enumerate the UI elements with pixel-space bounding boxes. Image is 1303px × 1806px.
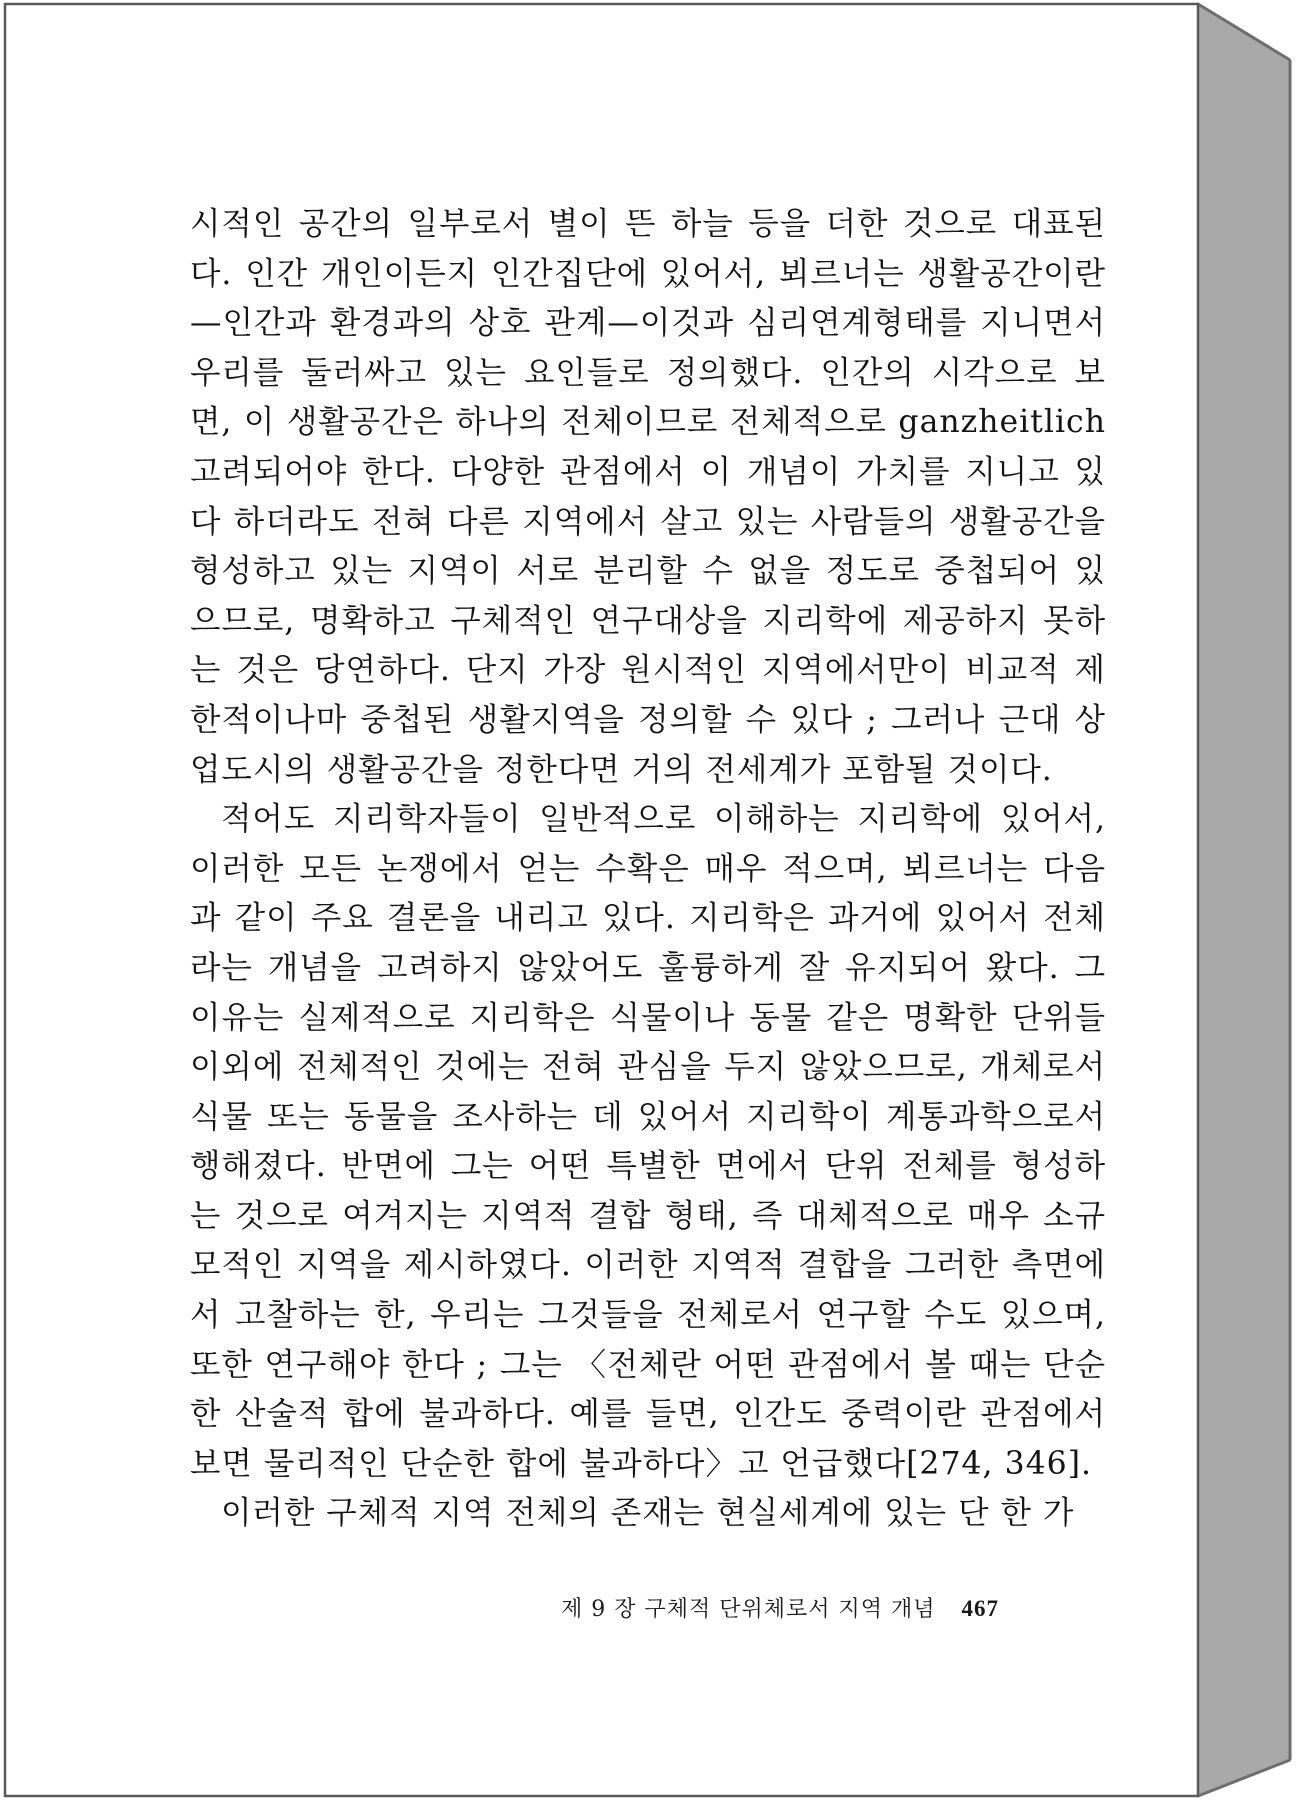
book-spine-side [1198, 4, 1290, 1796]
running-footer [561, 1592, 999, 1623]
paragraph-2: 적어도 지리학자들이 일반적으로 이해하는 지리학에 있어서, 이러한 모든 논쟁에서 얻는 수확은 매우 적으며, 뵈르너는 다음과 같이 주요 결론을 내리고 있다. 지리학은 과거에 있어서 전체라는 개념을 고려하지 않았어도 훌륭하게 잘 유지되어 왔다. 그 이유는 실제적으로 지리학은 식물이나 동물 같은 명확한 단위들 이외에 전체적인 것에는 전혀 관심을 두지 않았으므로, 개체로서 식물 또는 동물을 조사하는 데 있어서 지리학이 계통과학으로서 행해졌다. 반면에 그는 어떤 특별한 면에서 단위 전체를 형성하는 것으로 여겨지는 지역적 결합 형태, 즉 대체적으로 매우 소규모적인 지역을 제시하였다. 이러한 지역적 결합을 그러한 측면에서 고찰하는 한, 우리는 그것들을 전체로서 연구할 수도 있으며, 또한 연구해야 한다 ; 그는 〈전체란 어떤 관점에서 볼 때는 단순한 산술적 합에 불과하다. 예를 들면, 인간도 중력이란 관점에서 보면 물리적인 단순한 합에 불과하다〉고 언급했다[274, 346]. [190, 801, 1107, 1482]
paragraph-3: 이러한 구체적 지역 전체의 존재는 현실세계에 있는 단 한 가 [221, 1495, 1075, 1532]
page-number: 467 [961, 1596, 999, 1621]
paragraph-1: 시적인 공간의 일부로서 별이 뜬 하늘 등을 더한 것으로 대표된다. 인간 개인이든지 인간집단에 있어서, 뵈르너는 생활공간이란 —인간과 환경과의 상호 관계—이것과 심리연계형태를 지니면서 우리를 둘러싸고 있는 요인들로 정의했다. 인간의 시각으로 보면, 이 생활공간은 하나의 전체이므로 전체적으로 ganzheitlich 고려되어야 한다. 다양한 관점에서 이 개념이 가치를 지니고 있다 하더라도 전혀 다른 지역에서 살고 있는 사람들의 생활공간을 형성하고 있는 지역이 서로 분리할 수 없을 정도로 중첩되어 있으므로, 명확하고 구체적인 연구대상을 지리학에 제공하지 못하는 것은 당연하다. 단지 가장 원시적인 지역에서만이 비교적 제한적이나마 중첩된 생활지역을 정의할 수 있다 ; 그러나 근대 상업도시의 생활공간을 정한다면 거의 전세계가 포함될 것이다. [190, 206, 1106, 788]
book-page [6, 4, 1202, 1795]
chapter-title: 제 9 장 구체적 단위체로서 지역 개념 [561, 1597, 936, 1622]
body-text [190, 200, 1106, 1539]
